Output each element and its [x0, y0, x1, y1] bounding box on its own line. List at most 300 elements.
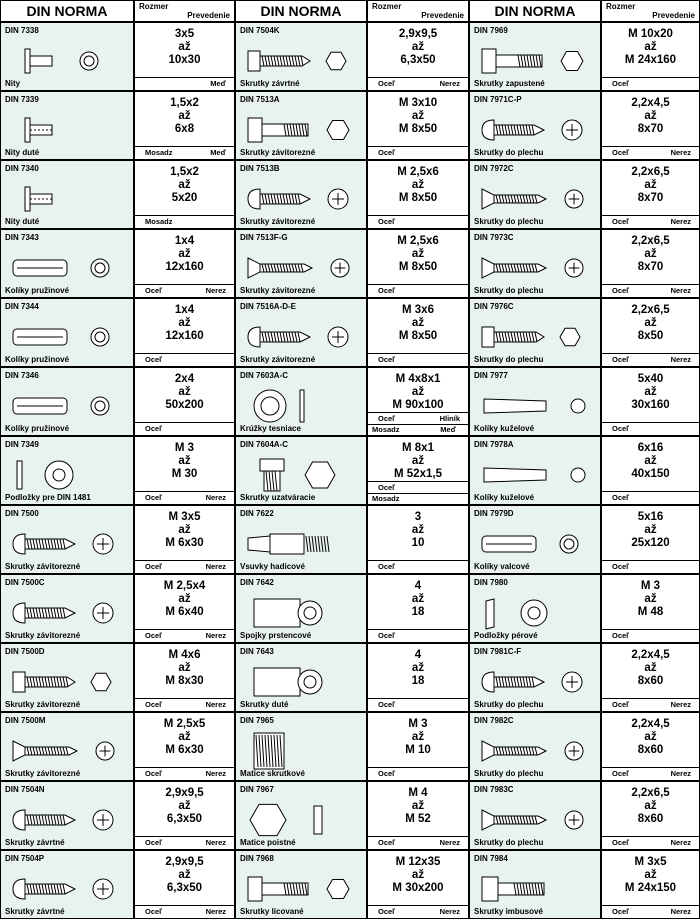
- range-separator: až: [178, 386, 191, 398]
- material-divider: [602, 629, 699, 630]
- product-cell: [0, 781, 134, 850]
- dimension-value: 1,5x2: [170, 97, 199, 109]
- product-name: Skrutky závitorezné: [240, 286, 316, 295]
- material-divider: [368, 767, 468, 768]
- material-left: Oceľ: [145, 424, 163, 433]
- product-cell: [0, 91, 134, 160]
- dimension-value: 5x20: [171, 192, 198, 204]
- header-rozmer: Rozmer: [372, 2, 402, 11]
- dimension-value: M 3: [174, 442, 195, 454]
- product-name: Matice poistné: [240, 838, 296, 847]
- material-left: Oceľ: [145, 838, 163, 847]
- dimension-cell: [601, 298, 700, 367]
- material-left: Oceľ: [145, 631, 163, 640]
- material-divider: [368, 284, 468, 285]
- range-separator: až: [644, 317, 657, 329]
- din-code: DIN 7971C-P: [474, 95, 522, 104]
- material-right: Hliník: [439, 414, 460, 423]
- dimension-value: M 52x1,5: [394, 468, 442, 480]
- din-code: DIN 7643: [240, 647, 274, 656]
- din-code: DIN 7513A: [240, 95, 280, 104]
- product-cell: [235, 781, 367, 850]
- dimension-value: 8x60: [637, 744, 664, 756]
- product-name: Krúžky tesniace: [240, 424, 301, 433]
- dimension-value: M 3x5: [168, 511, 201, 523]
- product-cell: [235, 643, 367, 712]
- range-separator: až: [411, 593, 425, 605]
- material-left: Oceľ: [612, 631, 630, 640]
- range-separator: až: [644, 248, 657, 260]
- range-separator: až: [644, 869, 657, 881]
- dimension-value: 2,2x4,5: [631, 718, 670, 730]
- material-right: Nerez: [205, 562, 226, 571]
- range-separator: až: [644, 593, 657, 605]
- dimension-cell: [367, 22, 469, 91]
- product-name: Skrutky závrtné: [240, 79, 300, 88]
- product-cell: [469, 298, 601, 367]
- dimension-cell: [134, 22, 235, 91]
- material-right: Meď: [210, 79, 226, 88]
- dimension-value: 8x70: [637, 123, 664, 135]
- hollow-rivet-icon: [5, 104, 129, 156]
- dimension-value: M 6x40: [165, 606, 204, 618]
- product-name: Skrutky zapustené: [474, 79, 545, 88]
- product-name: Skrutky do plechu: [474, 700, 544, 709]
- material-left: Oceľ: [612, 493, 630, 502]
- material-left: Oceľ: [612, 286, 630, 295]
- dimension-value: 2,9x9,5: [165, 856, 204, 868]
- product-name: Skrutky závitorezné: [240, 355, 316, 364]
- product-cell: [469, 574, 601, 643]
- range-separator: až: [644, 41, 657, 53]
- material-divider: [602, 560, 699, 561]
- taper-pin-icon: [474, 449, 598, 501]
- product-cell: [469, 712, 601, 781]
- dimension-cell: [134, 367, 235, 436]
- dimension-value: M 4x8x1: [395, 373, 441, 385]
- material-divider: [602, 905, 699, 906]
- header-prevedenie: Prevedenie: [421, 11, 464, 20]
- product-name: Skrutky lícované: [240, 907, 304, 916]
- product-name: Skrutky do plechu: [474, 355, 544, 364]
- dimension-cell: [601, 643, 700, 712]
- dimension-value: M 8x50: [398, 192, 438, 204]
- material-divider: [368, 836, 468, 837]
- hose-nipple-icon: [240, 518, 364, 570]
- hex-drill-screw-icon: [240, 35, 364, 87]
- hollow-screw-icon: [240, 656, 364, 708]
- drill-screw-icon: [5, 863, 129, 915]
- din-code: DIN 7343: [5, 233, 39, 242]
- hex-bolt-icon: [474, 35, 598, 87]
- material-left: Oceľ: [378, 838, 396, 847]
- product-name: Vsuvky hadicové: [240, 562, 305, 571]
- dimension-value: M 8x50: [398, 123, 438, 135]
- range-separator: až: [178, 455, 191, 467]
- product-cell: [0, 712, 134, 781]
- material-divider: [135, 422, 234, 423]
- dimension-value: 2,2x4,5: [631, 649, 670, 661]
- material-right: Nerez: [670, 838, 691, 847]
- range-separator: až: [411, 800, 425, 812]
- dimension-value: 4: [414, 580, 422, 592]
- dimension-value: M 3: [408, 718, 428, 730]
- material-left: Oceľ: [612, 148, 630, 157]
- dimension-value: 3: [414, 511, 422, 523]
- din-code: DIN 7338: [5, 26, 39, 35]
- material-left: Oceľ: [378, 286, 396, 295]
- dimension-value: 5x40: [637, 373, 664, 385]
- material-right: Meď: [210, 148, 226, 157]
- dimension-value: M 8x50: [398, 261, 438, 273]
- dimension-cell: [367, 298, 469, 367]
- product-cell: [469, 367, 601, 436]
- material-left: Mosadz: [145, 217, 173, 226]
- material-divider: [135, 905, 234, 906]
- din-code: DIN 7984: [474, 854, 508, 863]
- dimension-value: 2x4: [174, 373, 195, 385]
- dimension-value: 1x4: [174, 235, 195, 247]
- product-cell: [235, 505, 367, 574]
- dimension-cell: [601, 22, 700, 91]
- dimension-value: 8x70: [637, 261, 664, 273]
- range-separator: až: [178, 662, 191, 674]
- dimension-value: 8x70: [637, 192, 664, 204]
- material-divider: [135, 560, 234, 561]
- product-cell: [235, 298, 367, 367]
- material-left: Oceľ: [378, 907, 396, 916]
- product-cell: [235, 91, 367, 160]
- socket-screw-icon: [474, 863, 598, 915]
- product-name: Skrutky závitorezné: [240, 148, 316, 157]
- material-divider: [368, 698, 468, 699]
- dimension-value: 6x16: [637, 442, 664, 454]
- header-din-norma: [0, 0, 134, 22]
- din-code: DIN 7339: [5, 95, 39, 104]
- material-right: Nerez: [205, 700, 226, 709]
- range-separator: až: [644, 386, 657, 398]
- dimension-value: 2,9x9,5: [165, 787, 204, 799]
- material-right: Nerez: [670, 148, 691, 157]
- range-separator: až: [178, 179, 191, 191]
- dimension-value: 2,2x6,5: [631, 787, 670, 799]
- material-left: Oceľ: [378, 700, 396, 709]
- dimension-cell: [601, 367, 700, 436]
- din-code: DIN 7982C: [474, 716, 514, 725]
- product-name: Skrutky závitorezné: [240, 217, 316, 226]
- range-separator: až: [411, 524, 425, 536]
- dimension-value: M 2,5x4: [163, 580, 206, 592]
- fitted-bolt-icon: [240, 863, 364, 915]
- header-prevedenie: Prevedenie: [187, 11, 230, 20]
- dimension-value: M 90x100: [392, 399, 444, 411]
- product-name: Skrutky do plechu: [474, 286, 544, 295]
- dimension-value: M 8x50: [398, 330, 438, 342]
- product-cell: [469, 91, 601, 160]
- dimension-value: M 3x10: [398, 97, 438, 109]
- material-divider: [602, 146, 699, 147]
- din-code: DIN 7513B: [240, 164, 280, 173]
- countersunk-sheet-screw-icon: [474, 173, 598, 225]
- range-separator: až: [644, 731, 657, 743]
- din-code: DIN 7965: [240, 716, 274, 725]
- din-code: DIN 7504P: [5, 854, 45, 863]
- dimension-value: 3x5: [174, 28, 195, 40]
- material-divider: [368, 481, 468, 482]
- hex-sheet-screw-icon: [474, 311, 598, 363]
- material-divider: [368, 77, 468, 78]
- product-cell: [0, 160, 134, 229]
- drill-screw-icon: [5, 794, 129, 846]
- product-name: Skrutky závrtné: [5, 838, 65, 847]
- dimension-cell: [367, 91, 469, 160]
- dimension-value: 10x30: [168, 54, 201, 66]
- dimension-cell: [601, 850, 700, 919]
- header-title: DIN NORMA: [26, 3, 108, 19]
- product-cell: [469, 850, 601, 919]
- pan-screw-icon: [240, 311, 364, 363]
- material-right: Nerez: [205, 286, 226, 295]
- dimension-cell: [367, 850, 469, 919]
- material-left: Oceľ: [378, 79, 396, 88]
- dimension-value: M 2,5x6: [397, 235, 439, 247]
- range-separator: až: [411, 179, 425, 191]
- din-code: DIN 7500: [5, 509, 39, 518]
- product-cell: [235, 22, 367, 91]
- dimension-value: M 30x200: [392, 882, 444, 894]
- range-separator: až: [411, 455, 425, 467]
- countersunk-sheet-screw-icon: [474, 242, 598, 294]
- dimension-value: 1,5x2: [170, 166, 199, 178]
- dimension-cell: [134, 229, 235, 298]
- material-left: Oceľ: [612, 562, 630, 571]
- dimension-cell: [367, 367, 469, 436]
- product-name: Kolíky valcové: [474, 562, 530, 571]
- din-code: DIN 7500D: [5, 647, 45, 656]
- dimension-cell: [134, 436, 235, 505]
- dimension-value: M 4: [408, 787, 428, 799]
- dimension-value: M 3x5: [634, 856, 667, 868]
- dimension-cell: [134, 850, 235, 919]
- product-cell: [469, 436, 601, 505]
- header-rozmer: Rozmer: [139, 2, 169, 11]
- product-name: Kolíky kuželové: [474, 493, 535, 502]
- din-code: DIN 7603A-C: [240, 371, 289, 380]
- plug-screw-icon: [240, 449, 364, 501]
- material-divider: [135, 491, 234, 492]
- dimension-cell: [601, 160, 700, 229]
- product-cell: [0, 298, 134, 367]
- product-name: Spojky prstencové: [240, 631, 312, 640]
- material-divider: [135, 836, 234, 837]
- dimension-value: 12x160: [165, 330, 204, 342]
- countersunk-screw-icon: [5, 725, 129, 777]
- material-divider: [602, 698, 699, 699]
- dimension-value: M 52: [405, 813, 431, 825]
- material-left: Oceľ: [378, 483, 396, 492]
- din-code: DIN 7340: [5, 164, 39, 173]
- din-code: DIN 7981C-F: [474, 647, 522, 656]
- material-divider: [368, 412, 468, 413]
- ring-coupling-icon: [240, 587, 364, 639]
- material-left: Oceľ: [612, 217, 630, 226]
- material-left: Oceľ: [145, 769, 163, 778]
- header-rozmer-prevedenie: [601, 0, 700, 22]
- material-divider: [602, 491, 699, 492]
- material-left: Mosadz: [372, 425, 400, 434]
- range-separator: až: [411, 248, 425, 260]
- dimension-cell: [367, 505, 469, 574]
- dimension-cell: [367, 712, 469, 781]
- material-right: Nerez: [439, 907, 460, 916]
- product-name: Podložky pre DIN 1481: [5, 493, 91, 502]
- dimension-cell: [601, 712, 700, 781]
- din-code: DIN 7979D: [474, 509, 514, 518]
- dimension-value: 2,2x6,5: [631, 304, 670, 316]
- dimension-value: 25x120: [631, 537, 670, 549]
- din-code: DIN 7504K: [240, 26, 280, 35]
- material-left: Mosadz: [145, 148, 173, 157]
- material-left: Oceľ: [378, 562, 396, 571]
- screw-nut-icon: [240, 725, 364, 777]
- material-right: Nerez: [670, 217, 691, 226]
- dimension-value: 2,2x6,5: [631, 166, 670, 178]
- dimension-value: M 10x20: [628, 28, 673, 40]
- material-left: Oceľ: [378, 769, 396, 778]
- material-left: Oceľ: [612, 769, 630, 778]
- product-name: Kolíky pružinové: [5, 355, 70, 364]
- dimension-value: M 2,5x5: [163, 718, 206, 730]
- material-left: Oceľ: [145, 355, 163, 364]
- range-separator: až: [178, 317, 191, 329]
- range-separator: až: [644, 662, 657, 674]
- dimension-cell: [134, 574, 235, 643]
- din-code: DIN 7967: [240, 785, 274, 794]
- product-cell: [235, 712, 367, 781]
- range-separator: až: [411, 869, 425, 881]
- product-cell: [469, 505, 601, 574]
- dimension-cell: [367, 781, 469, 850]
- dimension-cell: [367, 643, 469, 712]
- range-separator: až: [644, 110, 657, 122]
- dimension-value: 6x8: [174, 123, 195, 135]
- product-cell: [469, 22, 601, 91]
- slotted-screw-icon: [240, 173, 364, 225]
- dimension-value: 8x60: [637, 813, 664, 825]
- material-divider: [135, 77, 234, 78]
- product-name: Kolíky kuželové: [474, 424, 535, 433]
- dimension-value: 30x160: [631, 399, 670, 411]
- dimension-cell: [134, 160, 235, 229]
- din-code: DIN 7968: [240, 854, 274, 863]
- seal-ring-icon: [240, 380, 364, 432]
- taper-pin-icon: [474, 380, 598, 432]
- product-cell: [235, 574, 367, 643]
- product-name: Skrutky do plechu: [474, 838, 544, 847]
- material-right: Nerez: [670, 355, 691, 364]
- range-separator: až: [411, 386, 425, 398]
- din-code: DIN 7973C: [474, 233, 514, 242]
- material-left: Oceľ: [612, 838, 630, 847]
- product-name: Skrutky závitorezné: [5, 700, 81, 709]
- product-cell: [0, 367, 134, 436]
- pan-sheet-screw-icon: [474, 656, 598, 708]
- dimension-value: M 48: [637, 606, 664, 618]
- material-left: Oceľ: [612, 907, 630, 916]
- dimension-cell: [601, 574, 700, 643]
- material-right: Nerez: [670, 286, 691, 295]
- range-separator: až: [644, 800, 657, 812]
- din-code: DIN 7346: [5, 371, 39, 380]
- material-left: Oceľ: [378, 631, 396, 640]
- slotted-pin-icon: [5, 380, 129, 432]
- dimension-value: M 8x1: [402, 442, 434, 454]
- material-divider: [368, 215, 468, 216]
- product-cell: [0, 22, 134, 91]
- lock-nut-icon: [240, 794, 364, 846]
- din-code: DIN 7604A-C: [240, 440, 289, 449]
- spring-washer-icon: [474, 587, 598, 639]
- dimension-cell: [367, 574, 469, 643]
- dimension-value: 2,9x9,5: [398, 28, 438, 40]
- din-code: DIN 7980: [474, 578, 508, 587]
- material-right: Nerez: [205, 907, 226, 916]
- material-left: Oceľ: [612, 424, 630, 433]
- material-divider: [135, 629, 234, 630]
- din-code: DIN 7516A-D-E: [240, 302, 297, 311]
- dimension-value: 12x160: [165, 261, 204, 273]
- dimension-cell: [134, 712, 235, 781]
- product-name: Skrutky imbusové: [474, 907, 543, 916]
- material-divider: [135, 215, 234, 216]
- range-separator: až: [644, 179, 657, 191]
- din-code: DIN 7642: [240, 578, 274, 587]
- dimension-cell: [601, 229, 700, 298]
- material-left: Oceľ: [145, 907, 163, 916]
- product-name: Skrutky závitorezné: [5, 631, 81, 640]
- dimension-value: 8x60: [637, 675, 664, 687]
- range-separator: až: [178, 800, 191, 812]
- product-cell: [0, 643, 134, 712]
- range-separator: až: [178, 41, 191, 53]
- dimension-value: M 6x30: [165, 537, 204, 549]
- dimension-value: M 10: [405, 744, 431, 756]
- dimension-value: 1x4: [174, 304, 195, 316]
- range-separator: až: [178, 869, 191, 881]
- washer-icon: [5, 449, 129, 501]
- material-right: Nerez: [670, 700, 691, 709]
- dimension-cell: [601, 781, 700, 850]
- material-divider: [602, 77, 699, 78]
- material-divider: [135, 146, 234, 147]
- header-prevedenie: Prevedenie: [652, 11, 695, 20]
- material-divider: [135, 284, 234, 285]
- hex-screw-icon: [5, 656, 129, 708]
- din-code: DIN 7972C: [474, 164, 514, 173]
- material-right: Nerez: [205, 769, 226, 778]
- dimension-cell: [367, 160, 469, 229]
- dimension-value: M 3x6: [402, 304, 434, 316]
- rivet-icon: [5, 35, 129, 87]
- spring-pin-icon: [5, 311, 129, 363]
- range-separator: až: [178, 731, 191, 743]
- material-right: Nerez: [439, 838, 460, 847]
- material-left: Oceľ: [145, 286, 163, 295]
- material-divider: [368, 353, 468, 354]
- material-right: Nerez: [205, 493, 226, 502]
- product-cell: [0, 574, 134, 643]
- material-left: Oceľ: [378, 414, 396, 423]
